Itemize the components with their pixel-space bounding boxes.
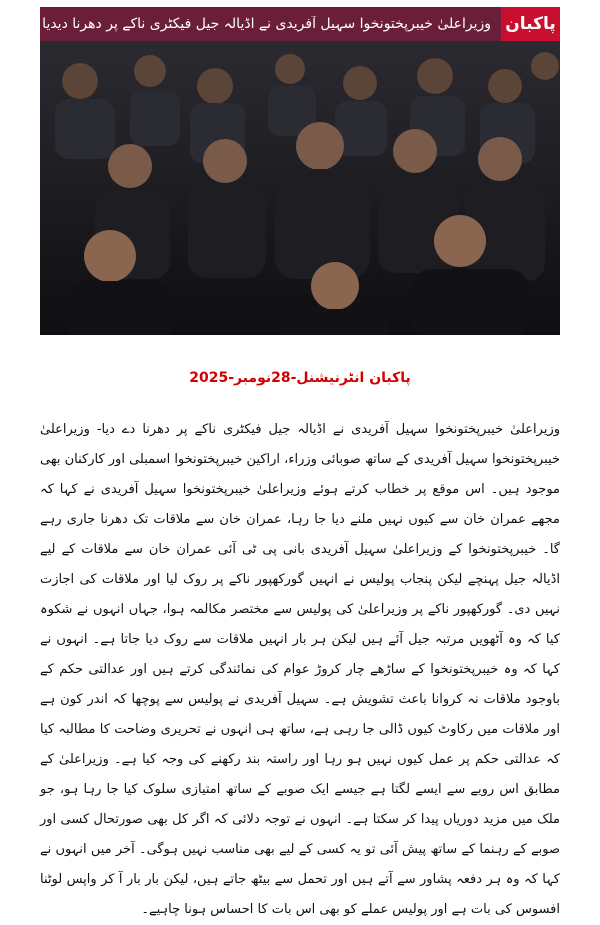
article-body: [40, 415, 560, 925]
header-bar: [40, 7, 560, 41]
article-paragraph: وزیراعلیٰ خیبرپختونخوا سہیل آفریدی نے اڈیالہ جیل فیکٹری ناکے پر دھرنا دے دیا- وزیراعلیٰ خیبرپختونخوا سہیل آفریدی کے ساتھ صوبائی وزراء، اراکین خیبرپختونخوا اسمبلی اور کارکنان بھی موجود ہیں۔ اس موقع پر خطاب کرتے ہوئے وزیراعلیٰ خیبرپختونخوا سہیل آفریدی نے کہا کہ مجھے عمران خان سے کیوں نہیں ملنے دیا جا رہا، عمران خان سے ملاقات تک دھرنا جاری رہے گا۔ خیبرپختونخوا کے وزیراعلیٰ سہیل آفریدی بانی پی ٹی آئی عمران خان سے ملاقات کے لیے اڈیالہ جیل پہنچے لیکن پنجاب پولیس نے انہیں گورکھپور ناکے پر روک لیا اور ملاقات کی اجازت نہیں دی۔ گورکھپور ناکے پر وزیراعلیٰ کی پولیس سے مختصر مکالمہ ہوا، جہاں انہوں نے شکوہ کیا کہ وہ آٹھویں مرتبہ جیل آئے ہیں لیکن ہر بار انہیں ملاقات سے روک دیا جاتا ہے۔ انہوں نے کہا کہ وہ خیبرپختونخوا کے ساڑھے چار کروڑ عوام کی نمائندگی کرتے ہیں اور عدالتی حکم کے باوجود ملاقات نہ کروانا باعث تشویش ہے۔ سہیل آفریدی نے پولیس سے پوچھا کہ اندر کون ہے اور ملاقات میں رکاوٹ کیوں ڈالی جا رہی ہے، ساتھ ہی انہوں نے تحریری وضاحت کا مطالبہ کیا کہ عدالتی حکم پر عمل کیوں نہیں ہو رہا اور راستہ بند رکھنے کی وجہ کیا ہے۔ وزیراعلیٰ کے مطابق اس رویے سے ایسے لگتا ہے جیسے ایک صوبے کے ساتھ امتیازی سلوک کیا جا رہا ہو، جو ملک میں مزید دوریاں پیدا کر سکتا ہے۔ انہوں نے توجہ دلائی کہ اگر کل بھی صورتحال کسی اور صوبے کے رہنما کے ساتھ پیش آئی تو یہ کسی کے لیے بھی مناسب نہیں ہوگی۔ آخر میں انہوں نے کہا کہ وہ ہر دفعہ پشاور سے آتے ہیں اور تحمل سے بیٹھ جاتے ہیں، لیکن بار بار آ کر واپس لوٹنا افسوس کی بات ہے اور پولیس عملے کو بھی اس بات کا احساس ہونا چاہیے۔: [40, 422, 560, 917]
dateline: پاکبان انٹرنیشنل-28نومبر-2025: [189, 370, 411, 386]
news-photo: [40, 41, 560, 335]
brand-logo: پاکبان: [501, 7, 560, 41]
headline: وزیراعلیٰ خیبرپختونخوا سہیل آفریدی نے اڈیالہ جیل فیکٹری ناکے پر دھرنا دیدیا: [42, 16, 492, 32]
crowd-photo-icon: [40, 41, 560, 335]
